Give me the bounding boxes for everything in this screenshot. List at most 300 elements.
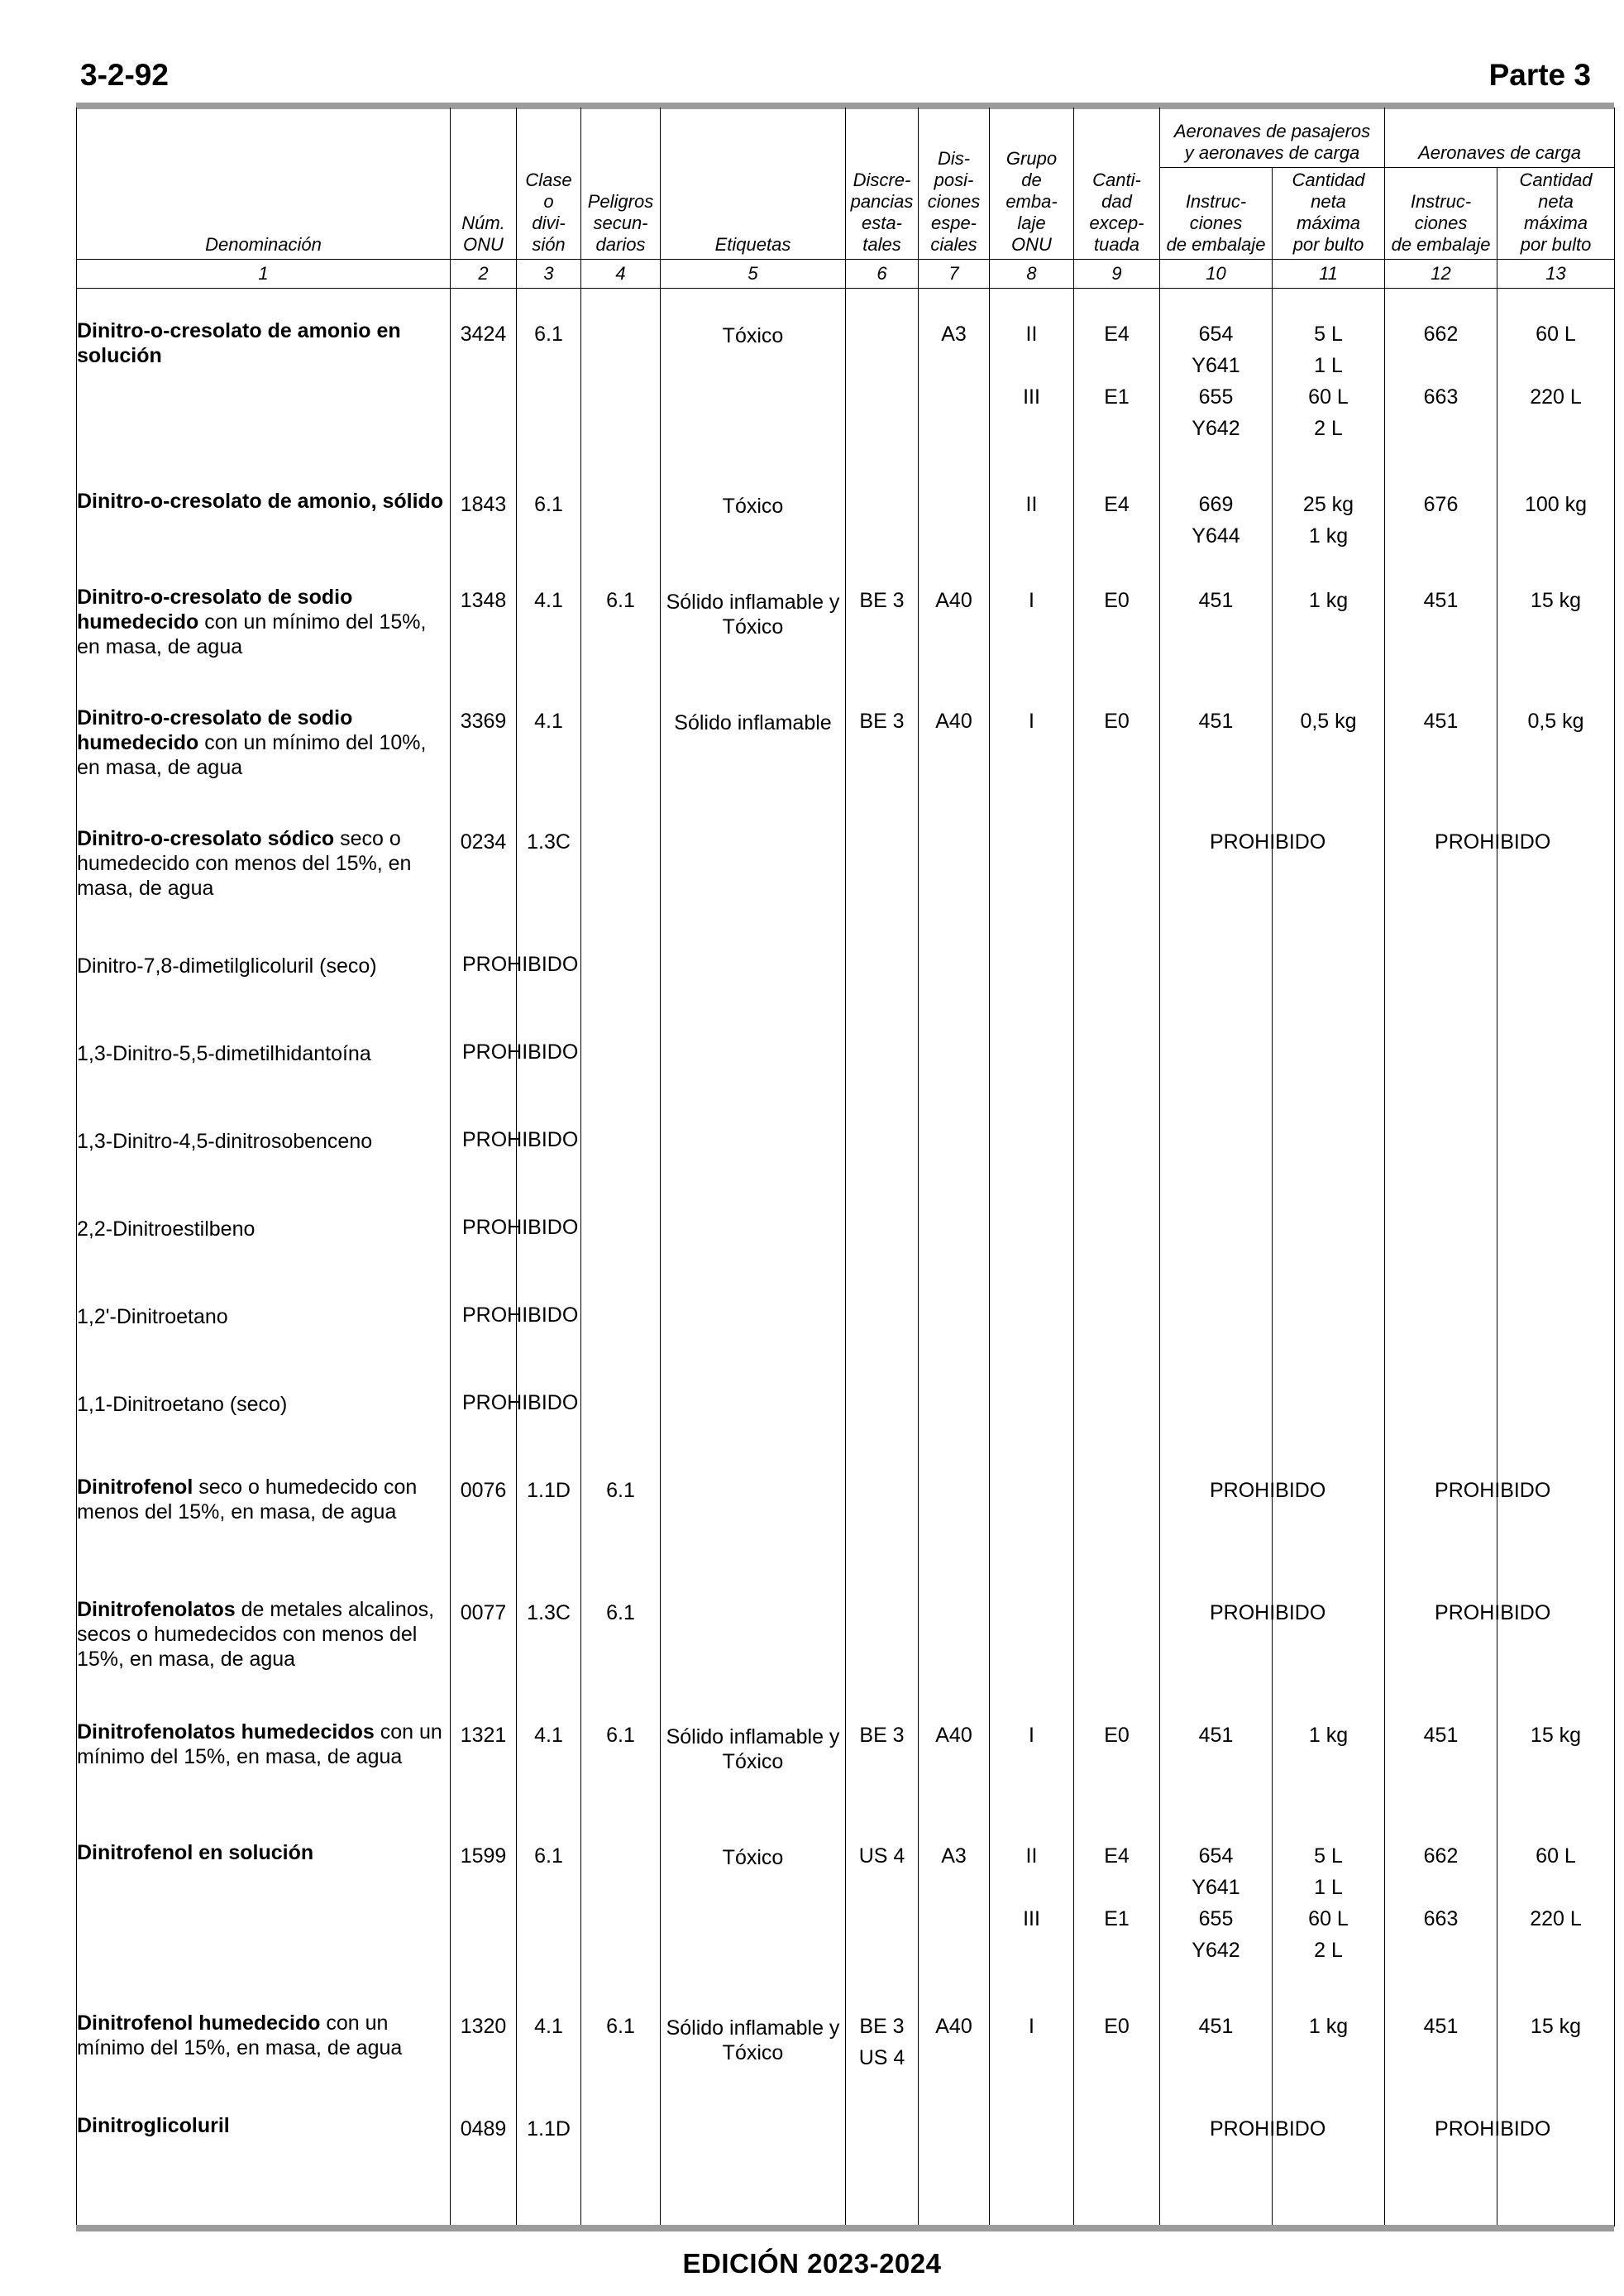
state-variation-cell	[846, 1840, 919, 2011]
pax-instruction-cell	[1160, 1299, 1273, 1387]
excepted-quantity-cell	[1074, 949, 1160, 1036]
special-provisions-cell	[919, 826, 990, 949]
un-number: 0076	[460, 1479, 507, 1502]
packing-group-cell	[990, 1597, 1074, 1720]
un-number-cell	[451, 1597, 517, 1720]
cell-line: 451	[1423, 589, 1459, 612]
cell-line: E4	[1104, 1844, 1130, 1868]
class-cell	[517, 489, 581, 585]
denomination-cell	[77, 1036, 451, 1124]
table-row	[77, 2011, 1615, 2113]
cell-line	[990, 413, 1073, 444]
labels-cell	[661, 318, 846, 489]
class-value: 4.1	[534, 2015, 563, 2038]
cargo-quantity-cell	[1497, 1124, 1615, 1212]
denomination-cell	[77, 1124, 451, 1212]
cell-line: 25 kg	[1302, 493, 1354, 516]
labels-cell	[661, 1720, 846, 1840]
cell-line: I	[1029, 710, 1034, 733]
denomination-bold: Dinitro-o-cresolato de amonio en solución	[77, 319, 401, 367]
cell-line: BE 3	[859, 710, 905, 733]
cargo-instruction-cell	[1385, 2113, 1551, 2227]
un-number: 1320	[460, 2015, 507, 2038]
special-provisions-cell	[919, 1840, 990, 2011]
cell-line: Y642	[1192, 417, 1240, 440]
cargo-quantity-cell	[1497, 489, 1615, 585]
cell-line: 15 kg	[1530, 2015, 1582, 2038]
denomination-text: 1,1-Dinitroetano (seco)	[77, 1393, 288, 1416]
subsidiary-hazard-cell	[581, 318, 661, 489]
packing-group-cell	[990, 2011, 1074, 2113]
col-number: 13	[1497, 260, 1615, 289]
cell-line: 1 kg	[1308, 524, 1349, 548]
labels-cell	[661, 2113, 846, 2227]
labels-cell	[661, 585, 846, 706]
denomination-text: de metales alcalinos, secos o humedecidos con menos del 15%, en masa, de agua	[77, 1598, 435, 1671]
class-value: 4.1	[534, 1724, 563, 1747]
special-provisions-cell	[919, 949, 990, 1036]
cell-line: 655	[1198, 385, 1234, 409]
un-number-cell	[451, 949, 579, 1036]
table-row	[77, 1597, 1615, 1720]
cell-line: I	[1029, 589, 1034, 612]
pax-instruction-cell	[1160, 706, 1273, 826]
un-number-cell	[451, 318, 517, 489]
col-group-carga: Aeronaves de carga	[1385, 108, 1615, 168]
cargo-instruction-cell	[1385, 489, 1497, 585]
denomination-bold: Dinitrofenol	[77, 1476, 193, 1499]
class-cell	[517, 585, 581, 706]
excepted-quantity-cell	[1074, 826, 1160, 949]
table-row	[77, 2113, 1615, 2227]
subsidiary-hazard-cell	[581, 706, 661, 826]
forbidden-pax-text: PROHIBIDO	[1210, 830, 1326, 854]
special-provisions-cell	[919, 1597, 990, 1720]
denomination-bold: Dinitrofenolatos	[77, 1598, 236, 1621]
subsidiary-hazard-cell	[581, 1299, 661, 1387]
cell-line: 5 L	[1314, 323, 1343, 346]
pax-instruction-cell	[1160, 1840, 1273, 2011]
excepted-quantity-cell	[1074, 489, 1160, 585]
cell-line: 654	[1198, 1844, 1234, 1868]
un-number-cell	[451, 706, 517, 826]
forbidden-all-text: PROHIBIDO	[462, 953, 579, 976]
label-text: Tóxico	[722, 495, 784, 518]
col-number: 2	[451, 260, 517, 289]
table-row	[77, 706, 1615, 826]
cell-line: 2 L	[1314, 1939, 1343, 1962]
label-text: Tóxico	[722, 1846, 784, 1869]
excepted-quantity-cell	[1074, 318, 1160, 489]
un-number-cell	[451, 2011, 517, 2113]
col-header-instrucciones-cargo: Instruc- ciones de embalaje	[1385, 168, 1497, 260]
cell-line: 1 kg	[1308, 589, 1349, 612]
pax-quantity-cell	[1273, 706, 1385, 826]
col-number: 7	[919, 260, 990, 289]
cell-line	[1074, 350, 1159, 381]
col-header-clase: Clase o divi- sión	[517, 108, 581, 260]
packing-group-cell	[990, 489, 1074, 585]
denomination-cell	[77, 585, 451, 706]
subsidiary-value: 6.1	[606, 1724, 635, 1747]
cell-line: II	[1025, 493, 1038, 516]
class-value: 4.1	[534, 589, 563, 612]
pax-quantity-cell	[1273, 1212, 1385, 1299]
pax-instruction-cell	[1160, 826, 1326, 949]
dangerous-goods-table	[76, 108, 1615, 2227]
table-row	[77, 1036, 1615, 1124]
cell-line: 5 L	[1314, 1844, 1343, 1868]
class-cell	[517, 1840, 581, 2011]
cell-line: Y641	[1192, 354, 1240, 377]
cargo-instruction-cell	[1385, 1212, 1497, 1299]
excepted-quantity-cell	[1074, 706, 1160, 826]
forbidden-cargo-text: PROHIBIDO	[1435, 2117, 1551, 2141]
denomination-cell	[77, 1720, 451, 1840]
class-value: 6.1	[534, 323, 563, 346]
subsidiary-value: 6.1	[606, 1601, 635, 1624]
cargo-instruction-cell	[1385, 2011, 1497, 2113]
column-numbers-row	[77, 260, 1615, 289]
denomination-bold: Dinitro-o-cresolato sódico	[77, 827, 335, 850]
un-number: 3369	[460, 710, 507, 733]
col-header-cantidad-exceptuada: Canti- dad excep- tuada	[1074, 108, 1160, 260]
cell-line	[1385, 413, 1497, 444]
cell-line: E1	[1104, 1907, 1130, 1930]
cell-line: E0	[1104, 1724, 1130, 1747]
excepted-quantity-cell	[1074, 2011, 1160, 2113]
packing-group-cell	[990, 1212, 1074, 1299]
subsidiary-hazard-cell	[581, 2113, 661, 2227]
cell-line	[1497, 350, 1614, 381]
packing-group-cell	[990, 585, 1074, 706]
labels-cell	[661, 1212, 846, 1299]
packing-group-cell	[990, 706, 1074, 826]
cell-line: E1	[1104, 385, 1130, 409]
cell-line: 451	[1198, 710, 1234, 733]
labels-cell	[661, 2011, 846, 2113]
pax-quantity-cell	[1273, 1124, 1385, 1212]
labels-cell	[661, 1124, 846, 1212]
label-text: Sólido inflamable y Tóxico	[666, 2016, 840, 2064]
cell-line	[1385, 1935, 1497, 1966]
denomination-text: con un mínimo del 15%, en masa, de agua	[77, 610, 427, 658]
cell-line: 1 L	[1314, 354, 1343, 377]
cargo-instruction-cell	[1385, 949, 1497, 1036]
pax-instruction-cell	[1160, 2113, 1326, 2227]
cell-line: 451	[1198, 1724, 1234, 1747]
class-value: 4.1	[534, 710, 563, 733]
cell-line: 663	[1423, 385, 1459, 409]
cell-line: 669	[1198, 493, 1234, 516]
denomination-cell	[77, 1597, 451, 1720]
denomination-bold: Dinitroglicoluril	[77, 2114, 230, 2137]
col-number: 9	[1074, 260, 1160, 289]
pax-instruction-cell	[1160, 585, 1273, 706]
col-number: 6	[846, 260, 919, 289]
special-provision: A40	[935, 589, 972, 612]
pax-instruction-cell	[1160, 1036, 1273, 1124]
state-variation-cell	[846, 826, 919, 949]
cell-line: Y641	[1192, 1876, 1240, 1899]
cell-line: 1 L	[1314, 1876, 1343, 1899]
special-provisions-cell	[919, 489, 990, 585]
excepted-quantity-cell	[1074, 1124, 1160, 1212]
cell-line	[1497, 1935, 1614, 1966]
cell-line: III	[1023, 385, 1040, 409]
state-variation-cell	[846, 1720, 919, 1840]
col-number: 10	[1160, 260, 1273, 289]
denomination-cell	[77, 1387, 451, 1475]
state-variation-cell	[846, 1212, 919, 1299]
cell-line: II	[1025, 323, 1038, 346]
cell-line	[1074, 1935, 1159, 1966]
cargo-instruction-cell	[1385, 706, 1497, 826]
excepted-quantity-cell	[1074, 1212, 1160, 1299]
cell-line: E0	[1104, 710, 1130, 733]
un-number-cell	[451, 585, 517, 706]
cargo-quantity-cell	[1497, 2011, 1615, 2113]
col-number: 4	[581, 260, 661, 289]
un-number-cell	[451, 1124, 579, 1212]
subsidiary-hazard-cell	[581, 1124, 661, 1212]
cell-line: Y644	[1192, 524, 1240, 548]
col-number: 1	[77, 260, 451, 289]
state-variation-cell	[846, 2113, 919, 2227]
cell-line: BE 3	[859, 589, 905, 612]
col-header-denominacion: Denominación	[77, 108, 451, 260]
cargo-instruction-cell	[1385, 585, 1497, 706]
spacer-row	[77, 289, 1615, 319]
pax-quantity-cell	[1273, 489, 1385, 585]
table-row	[77, 1212, 1615, 1299]
state-variation-cell	[846, 318, 919, 489]
cell-line: 654	[1198, 323, 1234, 346]
state-variation-cell	[846, 1387, 919, 1475]
special-provision: A3	[941, 1844, 967, 1868]
cargo-instruction-cell	[1385, 1840, 1497, 2011]
label-text: Sólido inflamable	[674, 711, 832, 734]
denomination-text: 1,3-Dinitro-4,5-dinitrosobenceno	[77, 1130, 373, 1153]
un-number-cell	[451, 1475, 517, 1597]
table-row	[77, 949, 1615, 1036]
cell-line: E0	[1104, 2015, 1130, 2038]
excepted-quantity-cell	[1074, 1387, 1160, 1475]
part-title: Parte 3	[1488, 58, 1591, 92]
col-number: 12	[1385, 260, 1497, 289]
denomination-cell	[77, 949, 451, 1036]
labels-cell	[661, 1597, 846, 1720]
cargo-quantity-cell	[1497, 1212, 1615, 1299]
pax-quantity-cell	[1273, 1840, 1385, 2011]
cell-line: 15 kg	[1530, 589, 1582, 612]
state-variation-cell	[846, 1124, 919, 1212]
state-variation-cell	[846, 949, 919, 1036]
pax-quantity-cell	[1273, 2011, 1385, 2113]
subsidiary-hazard-cell	[581, 1840, 661, 2011]
table-row	[77, 318, 1615, 489]
cell-line	[1074, 413, 1159, 444]
excepted-quantity-cell	[1074, 1597, 1160, 1720]
cargo-quantity-cell	[1497, 318, 1615, 489]
subsidiary-hazard-cell	[581, 949, 661, 1036]
col-header-instrucciones-pax: Instruc- ciones de embalaje	[1160, 168, 1273, 260]
forbidden-cargo-text: PROHIBIDO	[1435, 1601, 1551, 1624]
denomination-bold: Dinitro-o-cresolato de sodio humedecido	[77, 706, 353, 754]
pax-instruction-cell	[1160, 318, 1273, 489]
subsidiary-hazard-cell	[581, 1036, 661, 1124]
class-cell	[517, 826, 581, 949]
table-row	[77, 1124, 1615, 1212]
cell-line: E4	[1104, 493, 1130, 516]
cell-line: 655	[1198, 1907, 1234, 1930]
cargo-instruction-cell	[1385, 1475, 1551, 1597]
table-row	[77, 1387, 1615, 1475]
table-row	[77, 1299, 1615, 1387]
packing-group-cell	[990, 1036, 1074, 1124]
un-number-cell	[451, 1212, 579, 1299]
label-text: Sólido inflamable y Tóxico	[666, 1725, 840, 1773]
class-value: 1.3C	[527, 1601, 571, 1624]
subsidiary-hazard-cell	[581, 1387, 661, 1475]
class-value: 6.1	[534, 493, 563, 516]
state-variation-cell	[846, 489, 919, 585]
excepted-quantity-cell	[1074, 1840, 1160, 2011]
cargo-quantity-cell	[1497, 706, 1615, 826]
packing-group-cell	[990, 1475, 1074, 1597]
col-header-grupo-embalaje: Grupo de emba- laje ONU	[990, 108, 1074, 260]
page-number: 3-2-92	[80, 58, 169, 92]
un-number-cell	[451, 2113, 517, 2227]
col-header-discrepancias: Discre- pancias esta- tales	[846, 108, 919, 260]
special-provisions-cell	[919, 1212, 990, 1299]
cell-line: 451	[1423, 710, 1459, 733]
excepted-quantity-cell	[1074, 585, 1160, 706]
class-value: 6.1	[534, 1844, 563, 1868]
class-value: 1.1D	[527, 2117, 571, 2141]
special-provisions-cell	[919, 706, 990, 826]
subsidiary-hazard-cell	[581, 826, 661, 949]
cell-line	[1385, 350, 1497, 381]
cell-line: 451	[1198, 2015, 1234, 2038]
cell-line	[1497, 1872, 1614, 1903]
pax-instruction-cell	[1160, 1720, 1273, 1840]
cell-line: 451	[1423, 2015, 1459, 2038]
un-number: 3424	[460, 323, 507, 346]
cargo-instruction-cell	[1385, 1597, 1551, 1720]
packing-group-cell	[990, 1840, 1074, 2011]
subsidiary-hazard-cell	[581, 1475, 661, 1597]
labels-cell	[661, 1387, 846, 1475]
labels-cell	[661, 1475, 846, 1597]
cell-line: E0	[1104, 589, 1130, 612]
cell-line	[1497, 413, 1614, 444]
denomination-cell	[77, 318, 451, 489]
packing-group-cell	[990, 1720, 1074, 1840]
cell-line: 1 kg	[1308, 2015, 1349, 2038]
cell-line: BE 3	[859, 2015, 905, 2038]
un-number: 0077	[460, 1601, 507, 1624]
special-provision: A40	[935, 710, 972, 733]
class-value: 1.1D	[527, 1479, 571, 1502]
subsidiary-hazard-cell	[581, 1212, 661, 1299]
cell-line: 60 L	[1308, 1907, 1349, 1930]
forbidden-all-text: PROHIBIDO	[462, 1216, 579, 1239]
cell-line: 15 kg	[1530, 1724, 1582, 1747]
cell-line: 451	[1198, 589, 1234, 612]
col-header-disposiciones: Dis- posi- ciones espe- ciales	[919, 108, 990, 260]
packing-group-cell	[990, 1387, 1074, 1475]
labels-cell	[661, 489, 846, 585]
special-provisions-cell	[919, 1387, 990, 1475]
denomination-cell	[77, 2113, 451, 2227]
denomination-text: 1,2'-Dinitroetano	[77, 1305, 228, 1328]
cell-line: US 4	[858, 1844, 905, 1868]
cell-line: US 4	[858, 2046, 905, 2069]
cell-line: 662	[1423, 323, 1459, 346]
forbidden-pax-text: PROHIBIDO	[1210, 1601, 1326, 1624]
un-number: 1321	[460, 1724, 507, 1747]
cell-line	[990, 350, 1073, 381]
cell-line: 2 L	[1314, 417, 1343, 440]
pax-instruction-cell	[1160, 1475, 1326, 1597]
pax-instruction-cell	[1160, 1387, 1273, 1475]
cell-line: 100 kg	[1524, 493, 1588, 516]
packing-group-cell	[990, 318, 1074, 489]
pax-instruction-cell	[1160, 2011, 1273, 2113]
denomination-text: 1,3-Dinitro-5,5-dimetilhidantoína	[77, 1042, 371, 1065]
class-value: 1.3C	[527, 830, 571, 854]
col-number: 5	[661, 260, 846, 289]
denomination-text: con un mínimo del 15%, en masa, de agua	[77, 1720, 442, 1768]
special-provision: A40	[935, 2015, 972, 2038]
cargo-instruction-cell	[1385, 1124, 1497, 1212]
forbidden-cargo-text: PROHIBIDO	[1435, 1479, 1551, 1502]
pax-instruction-cell	[1160, 1212, 1273, 1299]
cell-line: E4	[1104, 323, 1130, 346]
special-provisions-cell	[919, 2011, 990, 2113]
col-number: 11	[1273, 260, 1385, 289]
subsidiary-value: 6.1	[606, 589, 635, 612]
special-provision: A40	[935, 1724, 972, 1747]
un-number-cell	[451, 1840, 517, 2011]
labels-cell	[661, 1299, 846, 1387]
denomination-bold: Dinitro-o-cresolato de amonio, sólido	[77, 490, 444, 513]
cargo-quantity-cell	[1497, 1036, 1615, 1124]
cargo-instruction-cell	[1385, 1720, 1497, 1840]
un-number-cell	[451, 1720, 517, 1840]
un-number: 1843	[460, 493, 507, 516]
excepted-quantity-cell	[1074, 1475, 1160, 1597]
un-number: 1348	[460, 589, 507, 612]
table-body	[77, 289, 1615, 2227]
cell-line: 220 L	[1530, 1907, 1582, 1930]
special-provisions-cell	[919, 1124, 990, 1212]
cargo-quantity-cell	[1497, 949, 1615, 1036]
col-group-pasajeros: Aeronaves de pasajeros y aeronaves de carga	[1160, 108, 1385, 168]
cargo-instruction-cell	[1385, 318, 1497, 489]
denomination-text: 2,2-Dinitroestilbeno	[77, 1217, 256, 1241]
pax-quantity-cell	[1273, 585, 1385, 706]
cargo-instruction-cell	[1385, 1036, 1497, 1124]
cargo-quantity-cell	[1497, 1387, 1615, 1475]
cell-line	[990, 1872, 1073, 1903]
pax-quantity-cell	[1273, 949, 1385, 1036]
class-cell	[517, 2113, 581, 2227]
excepted-quantity-cell	[1074, 1720, 1160, 1840]
denomination-cell	[77, 1299, 451, 1387]
special-provisions-cell	[919, 1036, 990, 1124]
